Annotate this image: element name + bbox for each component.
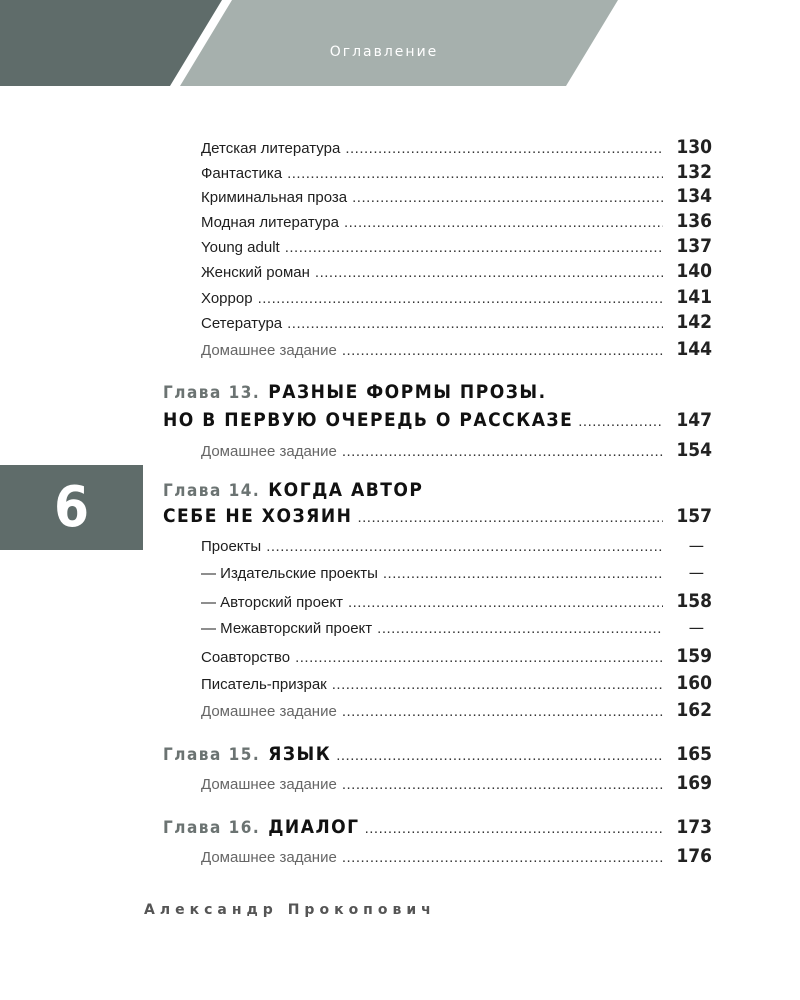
leader-dots <box>383 565 663 582</box>
chapter-prefix: Глава 13. <box>163 383 261 403</box>
chapter-title: КОГДА АВТОР <box>268 479 424 501</box>
toc-page-number: 157 <box>676 505 712 527</box>
toc-row-title: Проекты <box>201 538 262 555</box>
leader-dots <box>342 849 663 866</box>
chapter-13-heading[interactable] <box>163 381 712 409</box>
toc-row-title: Детская литература <box>201 140 341 157</box>
toc-row[interactable] <box>201 590 712 614</box>
toc-row[interactable] <box>201 260 712 284</box>
toc-page-number: 141 <box>676 286 712 308</box>
toc-page-number: 162 <box>676 699 712 721</box>
toc-row-homework[interactable] <box>201 845 712 869</box>
chapter-14-heading-line2[interactable] <box>163 505 712 533</box>
leader-dots <box>287 165 663 182</box>
toc-row-title: Модная литература <box>201 214 339 231</box>
chapter-title: ДИАЛОГ <box>268 816 360 838</box>
toc-row-title: Криминальная проза <box>201 189 348 206</box>
toc-row-title: Young adult <box>201 239 280 256</box>
leader-dots <box>258 290 663 307</box>
toc-page-number: — <box>688 618 704 638</box>
toc-row[interactable] <box>201 563 712 587</box>
toc-row-homework[interactable] <box>201 338 712 362</box>
toc-row-homework[interactable] <box>201 699 712 723</box>
toc-row-title: Домашнее задание <box>201 849 337 866</box>
chapter-title: ЯЗЫК <box>268 743 332 765</box>
toc-page-number: 132 <box>676 161 712 183</box>
chapter-title: НО В ПЕРВУЮ ОЧЕРЕДЬ О РАССКАЗЕ <box>163 409 574 431</box>
page-number: 6 <box>53 475 90 540</box>
toc-page-number: 154 <box>676 439 712 461</box>
leader-dots <box>332 676 663 693</box>
toc-page-number: 169 <box>676 772 712 794</box>
chapter-title: РАЗНЫЕ ФОРМЫ ПРОЗЫ. <box>268 381 547 403</box>
chapter-prefix: Глава 16. <box>163 818 261 838</box>
toc-page-number: 136 <box>676 210 712 232</box>
toc-page-number: 158 <box>676 590 712 612</box>
leader-dots <box>578 413 663 430</box>
toc-row[interactable] <box>201 161 712 185</box>
toc-row[interactable] <box>201 185 712 209</box>
chapter-prefix: Глава 14. <box>163 481 261 501</box>
toc-page-number: 137 <box>676 235 712 257</box>
toc-page-number: 144 <box>676 338 712 360</box>
toc-row-title: — Авторский проект <box>201 594 343 611</box>
toc-row-homework[interactable] <box>201 439 712 463</box>
toc-row[interactable] <box>201 286 712 310</box>
leader-dots <box>315 264 663 281</box>
leader-dots <box>266 538 663 555</box>
toc-row-homework[interactable] <box>201 772 712 796</box>
toc-page-number: 176 <box>676 845 712 867</box>
leader-dots <box>342 776 663 793</box>
author-name: Александр Прокопович <box>144 902 436 918</box>
toc-page-number: 140 <box>676 260 712 282</box>
toc-page-number: 173 <box>676 816 712 838</box>
leader-dots <box>342 342 663 359</box>
toc-row-title: Домашнее задание <box>201 443 337 460</box>
leader-dots <box>342 443 663 460</box>
leader-dots <box>345 140 663 157</box>
toc-page-number: 142 <box>676 311 712 333</box>
chapter-14-heading[interactable] <box>163 479 712 507</box>
toc-row-title: Хоррор <box>201 290 253 307</box>
toc-row[interactable] <box>201 645 712 669</box>
toc-row[interactable] <box>201 618 712 642</box>
toc-row-title: Соавторство <box>201 649 291 666</box>
leader-dots <box>352 189 663 206</box>
toc-page-number: — <box>688 536 704 556</box>
toc-page-number: — <box>688 563 704 583</box>
leader-dots <box>344 214 663 231</box>
toc-row-title: Писатель-призрак <box>201 676 327 693</box>
leader-dots <box>342 703 663 720</box>
leader-dots <box>285 239 663 256</box>
leader-dots <box>365 820 663 837</box>
toc-row-title: Домашнее задание <box>201 703 337 720</box>
header-title: Оглавление <box>329 44 439 60</box>
leader-dots <box>295 649 663 666</box>
toc-row[interactable] <box>201 672 712 696</box>
toc-page-number: 165 <box>676 743 712 765</box>
toc-row-title: — Межавторский проект <box>201 620 373 637</box>
toc-row-title: Домашнее задание <box>201 776 337 793</box>
chapter-title: СЕБЕ НЕ ХОЗЯИН <box>163 505 353 527</box>
toc-row[interactable] <box>201 235 712 259</box>
page-number-tab <box>0 465 143 550</box>
toc-row[interactable] <box>201 210 712 234</box>
toc-row-title: — Издательские проекты <box>201 565 378 582</box>
toc-row-title: Сетература <box>201 315 283 332</box>
leader-dots <box>357 509 663 526</box>
toc-row-title: Женский роман <box>201 264 310 281</box>
toc-row[interactable] <box>201 136 712 160</box>
toc-page-number: 160 <box>676 672 712 694</box>
toc-page-number: 134 <box>676 185 712 207</box>
toc-row-title: Фантастика <box>201 165 283 182</box>
leader-dots <box>336 747 663 764</box>
leader-dots <box>287 315 663 332</box>
chapter-16-heading[interactable] <box>163 816 712 844</box>
toc-page-number: 159 <box>676 645 712 667</box>
toc-row[interactable] <box>201 536 712 560</box>
toc-page-number: 130 <box>676 136 712 158</box>
chapter-13-heading-line2[interactable] <box>163 409 712 437</box>
toc-row-title: Домашнее задание <box>201 342 337 359</box>
toc-row[interactable] <box>201 311 712 335</box>
chapter-15-heading[interactable] <box>163 743 712 771</box>
leader-dots <box>377 620 663 637</box>
leader-dots <box>348 594 663 611</box>
toc-page-number: 147 <box>676 409 712 431</box>
chapter-prefix: Глава 15. <box>163 745 261 765</box>
header-band <box>0 0 800 86</box>
